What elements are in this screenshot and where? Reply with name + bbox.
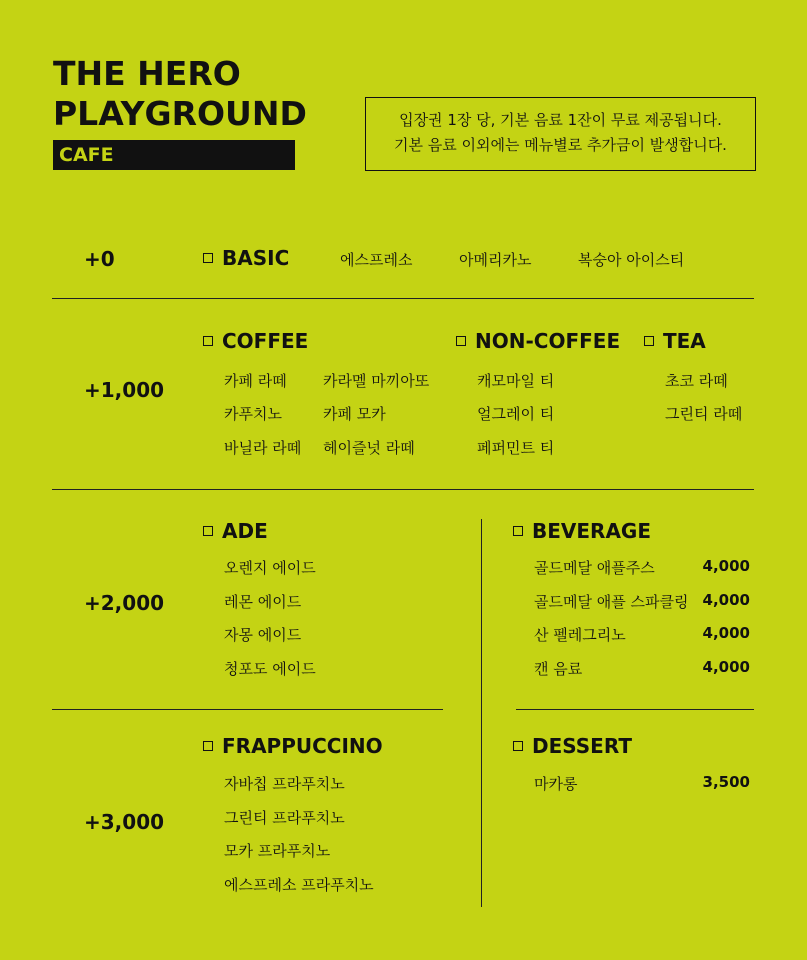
- menu-item: 카라멜 마끼아또: [323, 372, 430, 390]
- category-non-coffee: [456, 329, 620, 353]
- menu-item: 캔 음료: [534, 660, 583, 678]
- checkbox-icon: [513, 741, 523, 751]
- brand-title-line2: PLAYGROUND: [53, 94, 307, 133]
- category-beverage: [513, 519, 651, 543]
- checkbox-icon: [203, 336, 213, 346]
- menu-item: 산 펠레그리노: [534, 626, 626, 644]
- menu-item: 골드메달 애플 스파클링: [534, 593, 689, 611]
- notice-line-1: 입장권 1장 당, 기본 음료 1잔이 무료 제공됩니다.: [399, 111, 722, 129]
- category-coffee: [203, 329, 308, 353]
- menu-item: 청포도 에이드: [224, 660, 316, 678]
- divider: [52, 298, 754, 299]
- category-title: ADE: [222, 519, 268, 543]
- menu-item: 카페 모카: [323, 405, 386, 423]
- brand-subtitle-bar: CAFE: [53, 140, 295, 170]
- menu-item: 얼그레이 티: [477, 405, 555, 423]
- menu-item-price: 4,000: [702, 557, 750, 575]
- menu-item-price: 4,000: [702, 624, 750, 642]
- menu-item: 페퍼민트 티: [477, 439, 555, 457]
- menu-item: 모카 프라푸치노: [224, 842, 331, 860]
- menu-item: 헤이즐넛 라떼: [323, 439, 415, 457]
- menu-item: 카푸치노: [224, 405, 282, 423]
- tier-price-3000: +3,000: [84, 810, 165, 834]
- menu-item: 레몬 에이드: [224, 593, 302, 611]
- divider: [516, 709, 754, 710]
- category-title: COFFEE: [222, 329, 309, 353]
- menu-item-price: 4,000: [702, 591, 750, 609]
- notice-box: [365, 97, 756, 171]
- checkbox-icon: [203, 741, 213, 751]
- category-basic: [203, 246, 289, 270]
- menu-item: 마카롱: [534, 775, 578, 793]
- category-title: BEVERAGE: [532, 519, 652, 543]
- menu-item-price: 3,500: [702, 773, 750, 791]
- menu-item: 골드메달 애플주스: [534, 559, 655, 577]
- tier-price-2000: +2,000: [84, 591, 165, 615]
- category-title: BASIC: [222, 246, 290, 270]
- category-tea: [644, 329, 706, 353]
- menu-item: 캐모마일 티: [477, 372, 555, 390]
- divider: [52, 709, 443, 710]
- category-title: DESSERT: [532, 734, 632, 758]
- menu-item: 오렌지 에이드: [224, 559, 316, 577]
- menu-item: 복숭아 아이스티: [578, 251, 685, 269]
- notice-line-2: 기본 음료 이외에는 메뉴별로 추가금이 발생합니다.: [394, 136, 727, 154]
- tier-price-1000: +1,000: [84, 378, 165, 402]
- category-ade: [203, 519, 268, 543]
- menu-item: 바닐라 라떼: [224, 439, 302, 457]
- menu-item: 자몽 에이드: [224, 626, 302, 644]
- menu-item-price: 4,000: [702, 658, 750, 676]
- checkbox-icon: [203, 526, 213, 536]
- checkbox-icon: [456, 336, 466, 346]
- menu-item: 그린티 프라푸치노: [224, 809, 345, 827]
- category-dessert: [513, 734, 632, 758]
- checkbox-icon: [513, 526, 523, 536]
- menu-item: 에스프레소 프라푸치노: [224, 876, 374, 894]
- category-title: FRAPPUCCINO: [222, 734, 383, 758]
- checkbox-icon: [203, 253, 213, 263]
- brand-title-line1: THE HERO: [53, 54, 241, 93]
- menu-item: 아메리카노: [459, 251, 532, 269]
- menu-item: 자바칩 프라푸치노: [224, 775, 345, 793]
- tier-price-0: +0: [84, 247, 115, 271]
- menu-item: 초코 라떼: [665, 372, 728, 390]
- menu-item: 그린티 라떼: [665, 405, 743, 423]
- checkbox-icon: [644, 336, 654, 346]
- column-divider: [481, 519, 482, 907]
- category-title: NON-COFFEE: [475, 329, 621, 353]
- divider: [52, 489, 754, 490]
- category-title: TEA: [663, 329, 706, 353]
- menu-item: 에스프레소: [340, 251, 413, 269]
- menu-item: 카페 라떼: [224, 372, 287, 390]
- category-frappuccino: [203, 734, 383, 758]
